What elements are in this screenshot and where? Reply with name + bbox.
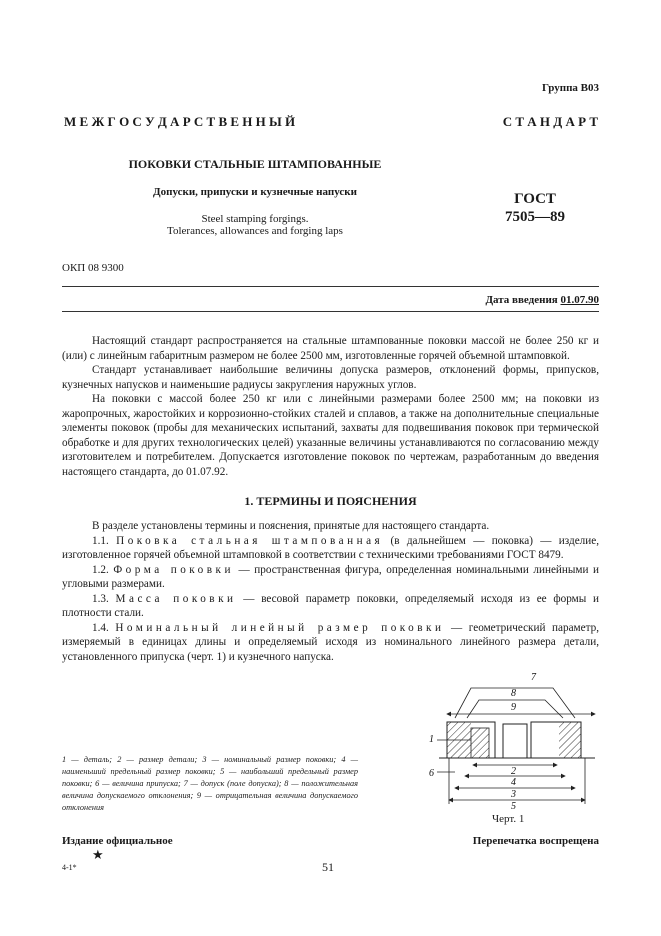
date-label: Дата введения (485, 294, 558, 306)
tolerance-diagram (425, 670, 605, 812)
english-title-line2: Tolerances, allowances and forging laps (167, 225, 343, 237)
section-1-title: 1. ТЕРМИНЫ И ПОЯСНЕНИЯ (244, 494, 417, 508)
term-1-3 (62, 592, 599, 621)
gost-number: 7505—89 (505, 209, 565, 225)
label-6: 6 (429, 768, 434, 779)
term-1-2 (62, 563, 599, 592)
label-8: 8 (511, 688, 516, 699)
banner-word-interstate: М Е Ж Г О С У Д А Р С Т В Е Н Н Ы Й (64, 114, 296, 129)
label-9: 9 (511, 702, 516, 713)
term-1-1 (62, 534, 599, 563)
label-4: 4 (511, 777, 516, 788)
divider-top (62, 286, 599, 287)
section-1-text (62, 519, 599, 664)
label-3: 3 (511, 789, 516, 800)
intro-text (62, 334, 599, 479)
bottom-dimensions (449, 758, 585, 804)
term-name: Поковка стальная штампованная (116, 534, 384, 547)
term-name: Масса поковки (115, 592, 237, 605)
banner-word-standard: С Т А Н Д А Р Т (502, 114, 598, 129)
term-name: Форма поковки (113, 563, 234, 576)
gost-designation (480, 190, 590, 226)
part-hatch (471, 728, 489, 758)
english-title-line1: Steel stamping forgings. (201, 213, 309, 225)
section-1-intro: В разделе установлены термины и пояснения, принятые для настоящего стандарта. (92, 520, 490, 532)
date-value: 01.07.90 (560, 294, 599, 306)
term-definition: (в дальнейшем — поковка) — изделие, изготовленное горячей объемной штамповкой в соответствии с техническими требованиями ГОСТ 8479. (62, 534, 599, 561)
edition-label: Издание официальное (62, 835, 173, 847)
term-number: 1.4. (92, 621, 109, 634)
center-block (503, 724, 527, 758)
star-icon: ★ (92, 847, 104, 862)
figure-legend: 1 — деталь; 2 — размер детали; 3 — номинальный размер поковки; 4 — наименьший предельный размер поковки; 5 — наибольший предельный размер поковки; 6 — величина припуска; 7 — допуск (поле допуска); 8 — положительная величина допускаемого отклонения; 9 — отрицательная величина допускаемого отклонения (62, 755, 358, 812)
term-definition: — весовой параметр поковки, определяемый исходя из ее формы и плотности стали. (62, 592, 599, 619)
term-definition: — геометрический параметр, измеряемый в единицах длины и определяемый исходя из номинального линейного размера детали, установленного припуска (черт. 1) и кузнечного напуска. (62, 621, 599, 663)
right-hatch (559, 722, 581, 758)
group-label: Группа В03 (541, 82, 599, 94)
term-name: Номинальный линейный размер поковки (115, 621, 445, 634)
intro-paragraph-3: На поковки с массой более 250 кг или с линейными размерами более 2500 мм; на поковки из жаропрочных, жаростойких и коррозионно-стойких сталей и сплавов, а также на дополнительные специальные элементы поковок (пробы для механических испытаний, захваты для подвешивания поковок при термической обработке и для других технологических целей) указанные величины устанавливаются по согласованию между изготовителем и потребителем. Допускается изготовление поковок по чертежам, разработанным до введения настоящего стандарта, до 01.07.92. (62, 393, 599, 478)
standard-banner (64, 114, 598, 130)
document-title: ПОКОВКИ СТАЛЬНЫЕ ШТАМПОВАННЫЕ (128, 157, 382, 171)
gost-label: ГОСТ (514, 191, 556, 207)
term-number: 1.2. (92, 563, 109, 576)
label-1: 1 (429, 734, 434, 745)
print-code: 4-1* (62, 863, 77, 872)
divider-date (62, 311, 599, 312)
label-2: 2 (511, 766, 516, 777)
page-number: 51 (322, 860, 334, 874)
term-number: 1.3. (92, 592, 109, 605)
document-subtitle: Допуски, припуски и кузнечные напуски (153, 186, 357, 198)
term-1-4 (62, 621, 599, 665)
term-definition: — пространственная фигура, определенная номинальными линейными и угловыми размерами. (62, 563, 600, 590)
label-7: 7 (531, 672, 536, 683)
figure-caption: Черт. 1 (492, 813, 525, 825)
top-dimensions (447, 688, 595, 718)
intro-paragraph-2: Стандарт устанавливает наибольшие величины допуска размеров, отклонений формы, припусков, кузнечных напусков и наименьшие радиусы закругления наружных углов. (62, 364, 599, 391)
label-5: 5 (511, 801, 516, 812)
okp-code: ОКП 08 9300 (62, 262, 124, 274)
term-number: 1.1. (92, 534, 109, 547)
reprint-notice: Перепечатка воспрещена (472, 835, 599, 847)
date-of-introduction (485, 294, 599, 306)
intro-paragraph-1: Настоящий стандарт распространяется на стальные штампованные поковки массой не более 250 кг и (или) с линейным габаритным размером не более 2500 мм, изготовленные горячей объемной штамповкой. (62, 335, 599, 362)
